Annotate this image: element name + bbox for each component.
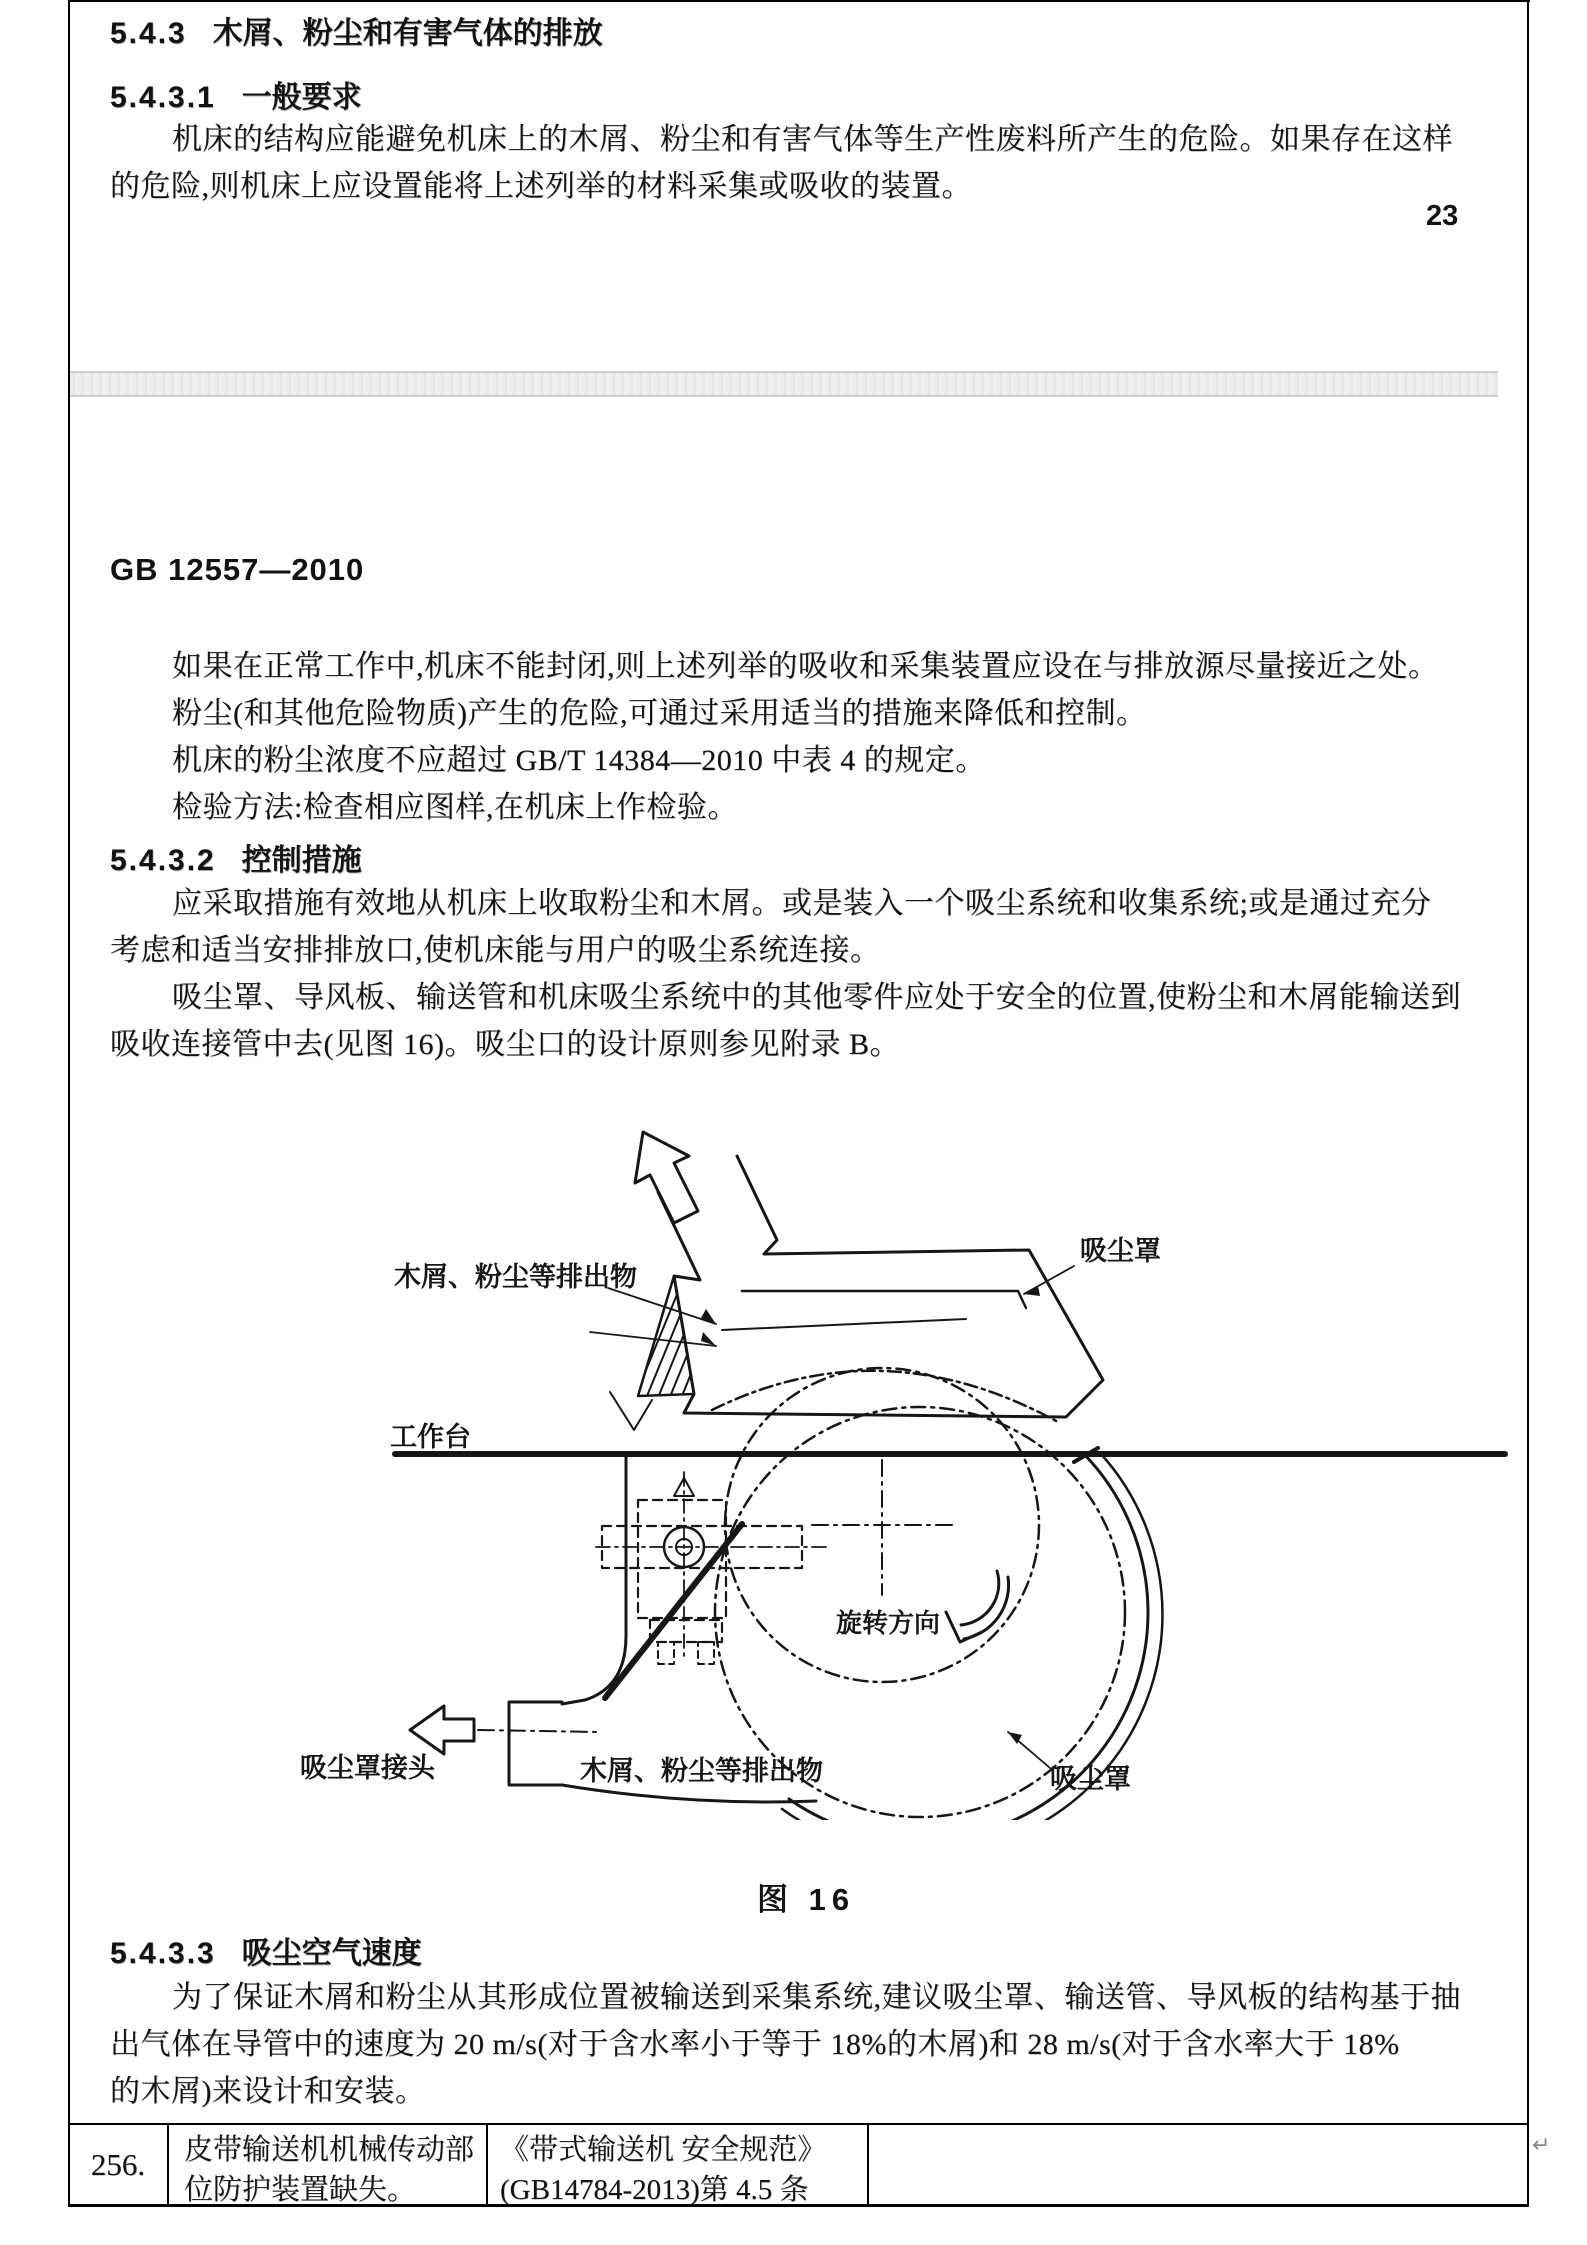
heading-title: 木屑、粉尘和有害气体的排放 [212, 17, 603, 50]
label-hood-connector: 吸尘罩接头 [300, 1753, 435, 1783]
label-worktable: 工作台 [390, 1422, 471, 1452]
standard-code: GB 12557—2010 [110, 552, 365, 587]
suction-centerline [478, 1730, 598, 1732]
heading-title: 控制措施 [241, 844, 362, 877]
heading-title: 吸尘空气速度 [241, 1937, 422, 1970]
exhaust-arrow-up [635, 1132, 698, 1223]
table-cell-defect [184, 2130, 474, 2210]
page-border-right [1527, 0, 1529, 2207]
arbor-foot-dashed [658, 1642, 674, 1664]
label-hood-bottom: 吸尘罩 [1050, 1764, 1131, 1794]
paragraph-line: 的木屑)来设计和安装。 [110, 2075, 426, 2108]
label-chips-bottom: 木屑、粉尘等排出物 [580, 1756, 823, 1786]
heading-5-4-3-2 [110, 835, 362, 879]
arbor-foot-dashed [698, 1642, 714, 1664]
table-top-border [68, 2123, 1529, 2125]
hood-inner-wall-2 [722, 1319, 966, 1330]
machine-body-left [562, 1456, 626, 1704]
label-chips-top: 木屑、粉尘等排出物 [394, 1262, 637, 1292]
heading-title: 一般要求 [241, 81, 362, 114]
heading-number: 5.4.3 [110, 17, 187, 50]
paragraph-line: 吸收连接管中去(见图 16)。吸尘口的设计原则参见附录 B。 [110, 1028, 900, 1061]
leader-arrowhead [1024, 1286, 1040, 1296]
heading-5-4-3-1 [110, 72, 362, 116]
page-number: 23 [1426, 200, 1459, 232]
paragraph-line: 机床的粉尘浓度不应超过 GB/T 14384—2010 中表 4 的规定。 [172, 744, 986, 777]
heading-5-4-3 [110, 8, 603, 52]
table-cell-line: 皮带输送机机械传动部 [184, 2134, 475, 2166]
page-border-left [68, 0, 70, 2207]
heading-number: 5.4.3.3 [110, 1937, 216, 1970]
suction-arrow-left [410, 1706, 474, 1754]
outlet-duct [509, 1702, 562, 1785]
label-rotation: 旋转方向 [836, 1608, 941, 1638]
paragraph-line: 考虑和适当安排排放口,使机床能与用户的吸尘系统连接。 [110, 934, 881, 967]
hood-inner-wall [742, 1291, 1026, 1308]
paragraph-line: 的危险,则机床上应设置能将上述列举的材料采集或吸收的装置。 [110, 170, 972, 203]
paragraph-mark: ↵ [1532, 2133, 1551, 2158]
table-row-number: 256. [90, 2147, 146, 2182]
paragraph-line: 检验方法:检查相应图样,在机床上作检验。 [172, 791, 738, 824]
table-divider [867, 2123, 869, 2206]
paragraph-line: 粉尘(和其他危险物质)产生的危险,可通过采用适当的措施来降低和控制。 [172, 697, 1147, 730]
table-divider [486, 2123, 488, 2206]
scan-separator-bar [70, 371, 1498, 397]
label-hood-top: 吸尘罩 [1080, 1236, 1161, 1266]
heading-number: 5.4.3.2 [110, 844, 216, 877]
table-cell-line: 位防护装置缺失。 [184, 2174, 417, 2206]
leader-v-mark [610, 1392, 652, 1430]
paragraph-line: 吸尘罩、导风板、输送管和机床吸尘系统中的其他零件应处于安全的位置,使粉尘和木屑能输送到 [172, 981, 1461, 1014]
paragraph-line: 出气体在导管中的速度为 20 m/s(对于含水率小于等于 18%的木屑)和 28 m/s(对于含水率大于 18% [110, 2028, 1400, 2061]
figure-caption: 图 16 [757, 1882, 856, 1917]
paragraph-line: 机床的结构应能避免机床上的木屑、粉尘和有害气体等生产性废料所产生的危险。如果存在这样 [172, 123, 1453, 156]
paragraph-line: 应采取措施有效地从机床上收取粉尘和木屑。或是装入一个吸尘系统和收集系统;或是通过充分 [172, 887, 1432, 920]
rotation-arrow-arc [961, 1571, 999, 1625]
heading-5-4-3-3 [110, 1928, 422, 1972]
heading-number: 5.4.3.1 [110, 81, 216, 114]
table-cell-reference [500, 2130, 826, 2210]
paragraph-line: 为了保证木屑和粉尘从其形成位置被输送到采集系统,建议吸尘罩、输送管、导风板的结构基于抽 [172, 1981, 1461, 2014]
machine-body-bottom [562, 1785, 816, 1802]
page-border-top [68, 0, 1530, 2]
figure-16-diagram [260, 1080, 1510, 1820]
table-cell-line: 《带式输送机 安全规范》 [500, 2134, 827, 2166]
paragraph-line: 如果在正常工作中,机床不能封闭,则上述列举的吸收和采集装置应设在与排放源尽量接近之处。 [172, 650, 1439, 683]
table-cell-line: (GB14784-2013)第 4.5 条 [500, 2174, 809, 2206]
rotation-arrow-arc [964, 1577, 1009, 1639]
